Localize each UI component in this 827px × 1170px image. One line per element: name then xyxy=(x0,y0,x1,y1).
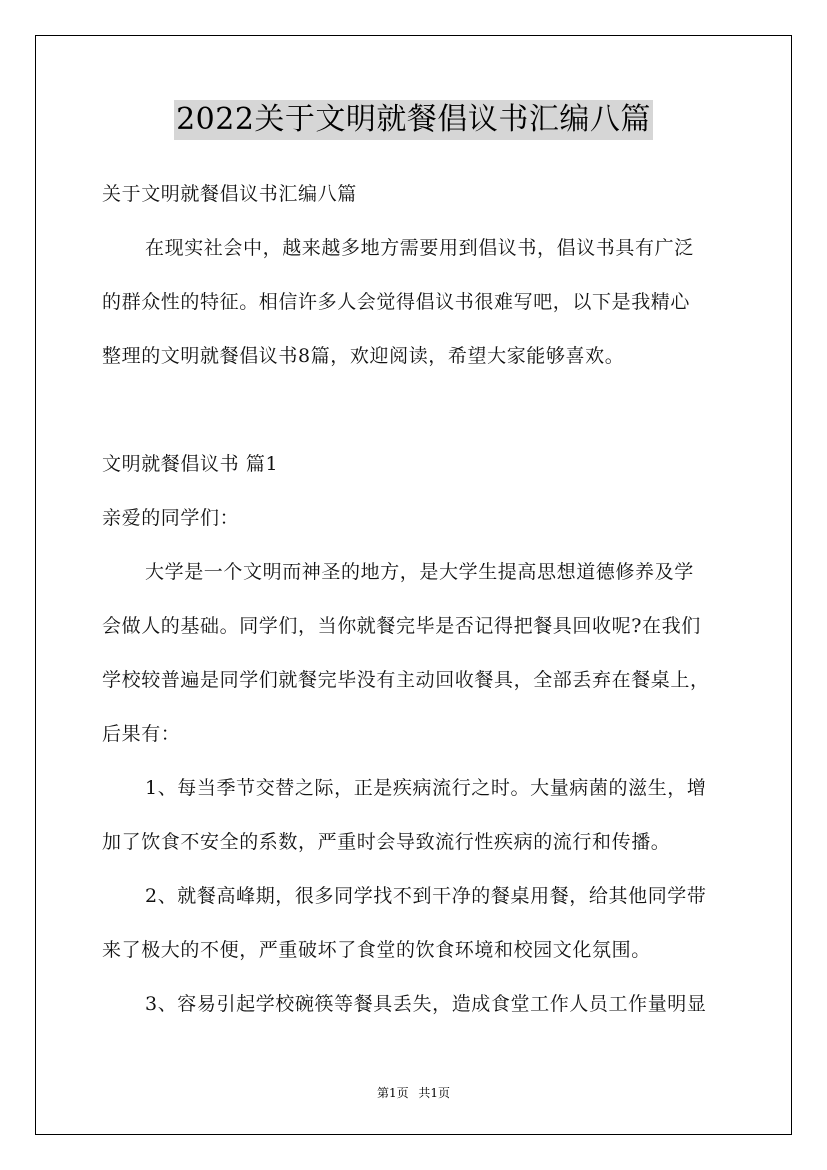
greeting: 亲爱的同学们： xyxy=(102,507,240,529)
body-line: 加了饮食不安全的系数，严重时会导致流行性疾病的流行和传播。 xyxy=(102,831,671,853)
page-number: 第1页 xyxy=(376,1086,409,1100)
section-heading: 文明就餐倡议书 篇1 xyxy=(102,453,279,475)
intro-line: 在现实社会中，越来越多地方需要用到倡议书，倡议书具有广泛 xyxy=(145,237,694,259)
page-total: 共1页 xyxy=(418,1086,451,1100)
body-line: 会做人的基础。同学们，当你就餐完毕是否记得把餐具回收呢?在我们 xyxy=(102,615,701,637)
body-line: 3、容易引起学校碗筷等餐具丢失，造成食堂工作人员工作量明显 xyxy=(145,993,707,1015)
intro-line: 整理的文明就餐倡议书8篇，欢迎阅读，希望大家能够喜欢。 xyxy=(102,345,625,367)
body-line: 2、就餐高峰期，很多同学找不到干净的餐桌用餐，给其他同学带 xyxy=(145,885,707,907)
body-line: 学校较普遍是同学们就餐完毕没有主动回收餐具，全部丢弃在餐桌上， xyxy=(102,669,710,691)
intro-line: 的群众性的特征。相信许多人会觉得倡议书很难写吧，以下是我精心 xyxy=(102,291,691,313)
document-title: 2022关于文明就餐倡议书汇编八篇 xyxy=(174,100,653,140)
subtitle: 关于文明就餐倡议书汇编八篇 xyxy=(102,183,357,205)
body-line: 1、每当季节交替之际，正是疾病流行之时。大量病菌的滋生，增 xyxy=(145,777,707,799)
body-line: 来了极大的不便，严重破坏了食堂的饮食环境和校园文化氛围。 xyxy=(102,939,651,961)
title-container xyxy=(0,100,827,140)
body-line: 后果有： xyxy=(102,723,181,745)
page-footer xyxy=(0,1085,827,1101)
body-line: 大学是一个文明而神圣的地方，是大学生提高思想道德修养及学 xyxy=(145,561,694,583)
